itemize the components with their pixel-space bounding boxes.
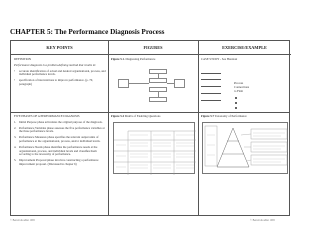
phase-item: 5. Improvement Proposal phase involves constructing a performance improvement proposal. (Discussed in chapter 6) — [14, 158, 99, 166]
content-table — [10, 40, 290, 216]
definition-bullets — [14, 70, 106, 87]
definition-heading: DEFINITION — [14, 57, 31, 61]
column-header-figures: FIGURES — [108, 41, 198, 55]
answer-line — [201, 73, 221, 74]
case-study-label: CASE STUDY - See Handout — [201, 57, 238, 61]
five-phases-heading: FIVE PHASES OF A PERFORMANCE DIAGNOSIS — [14, 114, 80, 118]
definition-text: Performance diagnosis is a problem-defining method that results in: — [14, 62, 97, 67]
diagram-connector — [158, 92, 159, 97]
five-phases-cell — [14, 115, 106, 169]
figure-5-1-caption: Figure 5.1. Diagnosing Performance — [111, 57, 156, 61]
five-phases-list — [14, 121, 106, 167]
taxonomy-pyramid — [203, 123, 289, 175]
footer-copyright-left: © Berrett-Koehler 1995 — [10, 219, 35, 222]
figure-5-1-cell — [111, 58, 196, 62]
row-divider — [11, 112, 289, 113]
diagram-box — [174, 79, 185, 88]
definition-bullet: • accurate identification of actual and desired organizational, process, and individual performance levels. — [14, 70, 106, 78]
chapter-title: CHAPTER 5: The Performance Diagnosis Process — [10, 28, 165, 36]
process-connections-label: Process Connections to Firm — [234, 81, 249, 93]
bullet-dot — [235, 97, 237, 99]
answer-line — [201, 100, 221, 101]
figure-5-4-caption: Figure 5.4 Matrix of Enabling Questions — [111, 114, 161, 118]
answer-line — [201, 93, 221, 94]
phase-item: 2. Performance Variables phase assesses the five performance variables at the three performance levels. — [14, 125, 105, 134]
figure-5-4-cell — [111, 115, 196, 119]
column-header-exercise: EXERCISE/EXAMPLE — [198, 41, 291, 55]
diagram-connector — [129, 83, 149, 84]
column-divider — [108, 41, 109, 215]
diagram-connector — [167, 83, 174, 84]
definition-bullet: • specification of interventions to improve performance. (p. 70, paragraph) — [14, 79, 106, 87]
taxonomy-diagram — [202, 122, 288, 174]
definition-cell — [14, 58, 106, 89]
phase-item: 4. Performance Needs phase identifies the performance needs at the organizational, process, and individual levels and classifies them according to the taxonomy of performance. — [14, 144, 98, 157]
matrix-grid — [114, 123, 196, 175]
diagram-box — [149, 78, 167, 83]
answer-line — [201, 79, 221, 80]
footer-copyright-right: © Berrett-Koehler 1995 — [250, 219, 275, 222]
diagram-connector — [158, 74, 159, 78]
case-study-cell — [201, 58, 289, 64]
enabling-questions-matrix — [113, 122, 195, 174]
column-divider — [198, 41, 199, 215]
phase-item: 1. Initial Purpose phase articulates the original purpose of the diagnosis. — [14, 119, 103, 124]
answer-line — [201, 86, 221, 87]
column-header-key-points: KEY POINTS — [11, 41, 108, 55]
bullet-dot — [235, 107, 237, 109]
phase-item: 3. Performance Measures phase specifies the relevant output units of performance at the organizational, process, and/or individual levels. — [14, 135, 101, 143]
bullet-dot — [235, 102, 237, 104]
diagram-box — [118, 79, 129, 88]
diagram-box — [149, 97, 167, 102]
figure-5-7-cell — [201, 115, 289, 119]
figure-5-7-caption: Figure 5.7 Taxonomy of Performance — [201, 114, 247, 118]
